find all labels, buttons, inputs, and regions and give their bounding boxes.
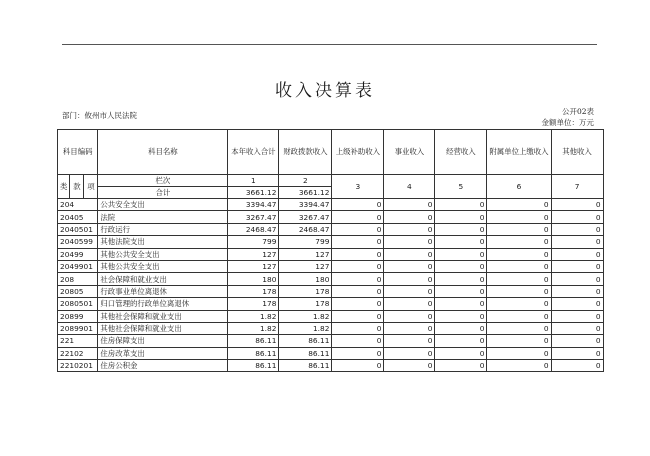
row-value: 0 bbox=[551, 236, 603, 248]
row-value: 0 bbox=[435, 298, 487, 310]
row-value: 0 bbox=[332, 310, 384, 322]
row-code: 20405 bbox=[58, 211, 98, 223]
row-code: 221 bbox=[58, 335, 98, 347]
col-number: 7 bbox=[551, 175, 603, 199]
row-code: 208 bbox=[58, 273, 98, 285]
row-value: 3267.47 bbox=[279, 211, 332, 223]
row-value: 0 bbox=[332, 322, 384, 334]
row-value: 0 bbox=[551, 322, 603, 334]
header-lanci: 栏次 bbox=[98, 175, 228, 187]
header-fiscal: 财政拨款收入 bbox=[279, 130, 332, 175]
row-value: 1.82 bbox=[279, 310, 332, 322]
row-value: 0 bbox=[384, 335, 435, 347]
total-value: 3661.12 bbox=[279, 187, 332, 199]
table-row bbox=[58, 322, 604, 334]
row-value: 0 bbox=[332, 236, 384, 248]
row-value: 86.11 bbox=[228, 347, 279, 359]
row-value: 2468.47 bbox=[279, 223, 332, 235]
header-affiliated: 附属单位上缴收入 bbox=[487, 130, 551, 175]
header-business: 事业收入 bbox=[384, 130, 435, 175]
header-xiang: 项 bbox=[84, 175, 98, 199]
table-row bbox=[58, 310, 604, 322]
header-name: 科目名称 bbox=[98, 130, 228, 175]
row-value: 127 bbox=[228, 260, 279, 272]
row-value: 0 bbox=[435, 360, 487, 372]
row-value: 180 bbox=[279, 273, 332, 285]
row-value: 0 bbox=[551, 199, 603, 211]
row-value: 0 bbox=[551, 211, 603, 223]
row-value: 0 bbox=[332, 260, 384, 272]
row-value: 86.11 bbox=[228, 360, 279, 372]
row-code: 2210201 bbox=[58, 360, 98, 372]
row-code: 2089901 bbox=[58, 322, 98, 334]
row-value: 178 bbox=[279, 298, 332, 310]
row-value: 0 bbox=[384, 347, 435, 359]
row-name: 归口管理的行政单位离退休 bbox=[98, 298, 228, 310]
table-row bbox=[58, 199, 604, 211]
row-value: 3394.47 bbox=[228, 199, 279, 211]
row-value: 0 bbox=[487, 322, 551, 334]
row-value: 0 bbox=[384, 285, 435, 297]
row-value: 0 bbox=[435, 260, 487, 272]
col-number: 2 bbox=[279, 175, 332, 187]
row-code: 20899 bbox=[58, 310, 98, 322]
row-value: 0 bbox=[435, 347, 487, 359]
row-name: 其他法院支出 bbox=[98, 236, 228, 248]
table-row bbox=[58, 223, 604, 235]
row-name: 住房改革支出 bbox=[98, 347, 228, 359]
table-row bbox=[58, 335, 604, 347]
table-row bbox=[58, 285, 604, 297]
row-name: 行政事业单位离退休 bbox=[98, 285, 228, 297]
row-value: 0 bbox=[487, 310, 551, 322]
row-value: 0 bbox=[384, 273, 435, 285]
row-value: 86.11 bbox=[279, 335, 332, 347]
row-value: 0 bbox=[551, 260, 603, 272]
col-number: 1 bbox=[228, 175, 279, 187]
row-value: 0 bbox=[332, 223, 384, 235]
row-value: 0 bbox=[332, 360, 384, 372]
row-value: 0 bbox=[487, 260, 551, 272]
row-value: 86.11 bbox=[279, 347, 332, 359]
row-code: 2049901 bbox=[58, 260, 98, 272]
row-value: 0 bbox=[332, 273, 384, 285]
row-value: 0 bbox=[332, 248, 384, 260]
row-code: 20805 bbox=[58, 285, 98, 297]
header-lei: 类 bbox=[58, 175, 70, 199]
row-value: 86.11 bbox=[279, 360, 332, 372]
row-value: 0 bbox=[551, 335, 603, 347]
header-other: 其他收入 bbox=[551, 130, 603, 175]
row-name: 法院 bbox=[98, 211, 228, 223]
row-value: 0 bbox=[384, 310, 435, 322]
row-name: 其他公共安全支出 bbox=[98, 260, 228, 272]
row-name: 社会保障和就业支出 bbox=[98, 273, 228, 285]
row-value: 0 bbox=[332, 211, 384, 223]
row-value: 180 bbox=[228, 273, 279, 285]
row-name: 行政运行 bbox=[98, 223, 228, 235]
table-row bbox=[58, 298, 604, 310]
row-value: 0 bbox=[384, 260, 435, 272]
row-value: 0 bbox=[435, 335, 487, 347]
row-value: 799 bbox=[228, 236, 279, 248]
row-value: 0 bbox=[551, 273, 603, 285]
row-value: 0 bbox=[551, 310, 603, 322]
row-value: 127 bbox=[228, 248, 279, 260]
row-name: 其他社会保障和就业支出 bbox=[98, 310, 228, 322]
row-value: 0 bbox=[384, 199, 435, 211]
row-value: 0 bbox=[435, 310, 487, 322]
row-value: 0 bbox=[435, 285, 487, 297]
row-value: 178 bbox=[279, 285, 332, 297]
row-value: 1.82 bbox=[228, 322, 279, 334]
row-code: 2040501 bbox=[58, 223, 98, 235]
row-value: 0 bbox=[384, 248, 435, 260]
row-name: 其他公共安全支出 bbox=[98, 248, 228, 260]
col-number: 3 bbox=[332, 175, 384, 199]
table-row bbox=[58, 360, 604, 372]
row-value: 0 bbox=[435, 223, 487, 235]
row-value: 0 bbox=[487, 211, 551, 223]
header-kuan: 款 bbox=[70, 175, 84, 199]
header-total: 本年收入合计 bbox=[228, 130, 279, 175]
row-value: 0 bbox=[551, 223, 603, 235]
row-value: 0 bbox=[384, 211, 435, 223]
row-code: 2080501 bbox=[58, 298, 98, 310]
row-value: 0 bbox=[332, 285, 384, 297]
row-value: 0 bbox=[384, 322, 435, 334]
row-value: 0 bbox=[487, 347, 551, 359]
row-value: 0 bbox=[487, 360, 551, 372]
row-value: 0 bbox=[551, 285, 603, 297]
row-value: 0 bbox=[332, 298, 384, 310]
row-value: 0 bbox=[551, 360, 603, 372]
table-row bbox=[58, 260, 604, 272]
row-value: 86.11 bbox=[228, 335, 279, 347]
row-value: 1.82 bbox=[228, 310, 279, 322]
row-value: 178 bbox=[228, 285, 279, 297]
row-value: 3394.47 bbox=[279, 199, 332, 211]
row-value: 2468.47 bbox=[228, 223, 279, 235]
table-row bbox=[58, 211, 604, 223]
col-number: 6 bbox=[487, 175, 551, 199]
header-code: 科目编码 bbox=[58, 130, 98, 175]
department-label: 部门：攸州市人民法院 bbox=[62, 111, 137, 120]
row-value: 0 bbox=[384, 236, 435, 248]
row-value: 0 bbox=[435, 322, 487, 334]
row-value: 127 bbox=[279, 260, 332, 272]
page-title: 收入决算表 bbox=[275, 81, 375, 101]
row-code: 2040599 bbox=[58, 236, 98, 248]
table-row bbox=[58, 236, 604, 248]
row-value: 1.82 bbox=[279, 322, 332, 334]
header-operating: 经营收入 bbox=[435, 130, 487, 175]
row-value: 0 bbox=[384, 298, 435, 310]
row-value: 0 bbox=[435, 211, 487, 223]
form-code: 公开02表 bbox=[561, 107, 594, 116]
header-upper: 上级补助收入 bbox=[332, 130, 384, 175]
header-heji: 合计 bbox=[98, 187, 228, 199]
col-number: 5 bbox=[435, 175, 487, 199]
total-value: 3661.12 bbox=[228, 187, 279, 199]
row-value: 3267.47 bbox=[228, 211, 279, 223]
row-name: 公共安全支出 bbox=[98, 199, 228, 211]
row-value: 0 bbox=[487, 223, 551, 235]
row-value: 0 bbox=[487, 248, 551, 260]
row-value: 0 bbox=[551, 298, 603, 310]
row-value: 0 bbox=[332, 347, 384, 359]
row-code: 20499 bbox=[58, 248, 98, 260]
row-value: 0 bbox=[551, 347, 603, 359]
row-value: 0 bbox=[435, 236, 487, 248]
table-row bbox=[58, 273, 604, 285]
row-name: 住房保障支出 bbox=[98, 335, 228, 347]
header-rule bbox=[62, 44, 597, 45]
row-value: 0 bbox=[332, 335, 384, 347]
row-code: 22102 bbox=[58, 347, 98, 359]
row-name: 其他社会保障和就业支出 bbox=[98, 322, 228, 334]
row-value: 0 bbox=[435, 199, 487, 211]
row-value: 0 bbox=[487, 199, 551, 211]
row-value: 0 bbox=[384, 223, 435, 235]
row-value: 0 bbox=[487, 335, 551, 347]
row-value: 0 bbox=[435, 273, 487, 285]
row-value: 799 bbox=[279, 236, 332, 248]
table-row bbox=[58, 347, 604, 359]
row-value: 0 bbox=[435, 248, 487, 260]
row-value: 0 bbox=[487, 285, 551, 297]
row-value: 178 bbox=[228, 298, 279, 310]
row-value: 0 bbox=[487, 236, 551, 248]
income-table bbox=[57, 129, 604, 372]
col-number: 4 bbox=[384, 175, 435, 199]
row-code: 204 bbox=[58, 199, 98, 211]
row-value: 0 bbox=[332, 199, 384, 211]
table-row bbox=[58, 248, 604, 260]
row-name: 住房公积金 bbox=[98, 360, 228, 372]
row-value: 0 bbox=[487, 273, 551, 285]
row-value: 0 bbox=[384, 360, 435, 372]
row-value: 127 bbox=[279, 248, 332, 260]
row-value: 0 bbox=[551, 248, 603, 260]
row-value: 0 bbox=[487, 298, 551, 310]
unit-label: 金额单位：万元 bbox=[541, 118, 594, 127]
